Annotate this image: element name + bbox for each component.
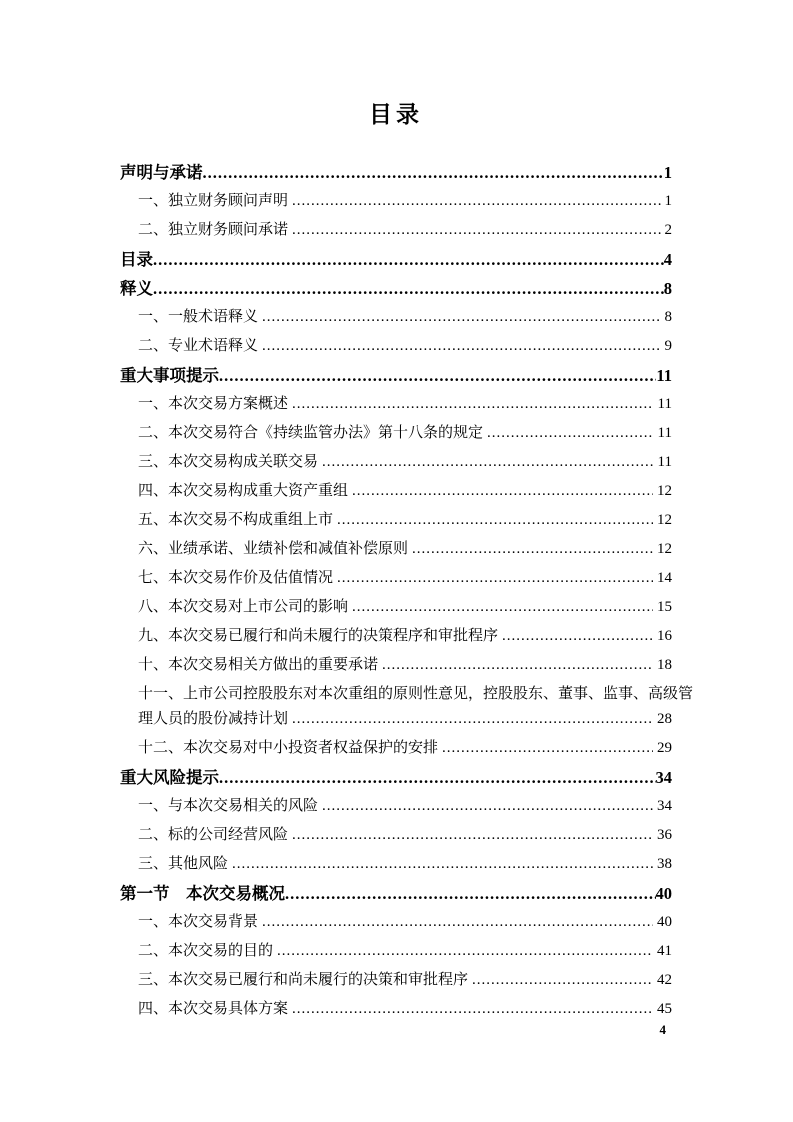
toc-page-number: 8 — [664, 309, 672, 325]
toc-dot-leader — [285, 881, 656, 906]
toc-entry-label: 二、独立财务顾问承诺 — [138, 222, 289, 238]
page-content — [120, 0, 694, 1026]
toc-dot-leader — [292, 189, 660, 214]
toc-entry-line — [120, 881, 672, 906]
toc-entry-level1[interactable] — [120, 247, 672, 272]
toc-entry-line — [120, 823, 672, 848]
toc-page-number: 38 — [657, 856, 672, 872]
toc-page-number: 15 — [657, 599, 672, 615]
toc-entry-label: 声明与承诺 — [120, 163, 203, 182]
toc-entry-level2[interactable] — [120, 653, 672, 678]
toc-entry-level2[interactable] — [120, 189, 672, 214]
toc-entry-line — [120, 392, 672, 417]
toc-dot-leader — [322, 794, 653, 819]
toc-entry-label: 二、专业术语释义 — [138, 338, 259, 354]
toc-entry-line — [120, 595, 672, 620]
toc-page-number: 40 — [657, 914, 672, 930]
toc-entry-level2[interactable] — [120, 624, 672, 649]
toc-entry-level2[interactable] — [120, 537, 672, 562]
toc-entry-label: 七、本次交易作价及估值情况 — [138, 570, 334, 586]
toc-dot-leader — [262, 305, 660, 330]
toc-entry-level2[interactable] — [120, 997, 672, 1022]
toc-page-number: 45 — [657, 1001, 672, 1017]
toc-entry-line — [120, 682, 694, 707]
toc-entry-label: 目录 — [120, 250, 153, 269]
toc-entry-label: 第一节 本次交易概况 — [120, 884, 285, 903]
toc-entry-label: 八、本次交易对上市公司的影响 — [138, 599, 349, 615]
toc-entry-label: 四、本次交易构成重大资产重组 — [138, 483, 349, 499]
toc-dot-leader — [153, 276, 664, 301]
toc-dot-leader — [232, 852, 653, 877]
toc-page-number: 14 — [657, 570, 672, 586]
toc-entry-label: 二、本次交易符合《持续监管办法》第十八条的规定 — [138, 425, 484, 441]
toc-entry-line — [120, 363, 672, 388]
toc-entry-line — [120, 910, 672, 935]
toc-dot-leader — [219, 363, 656, 388]
toc-dot-leader — [502, 624, 653, 649]
page-title: 目录 — [369, 102, 423, 127]
toc-page-number: 11 — [657, 454, 672, 470]
toc-entry-level2[interactable] — [120, 794, 672, 819]
toc-dot-leader — [292, 707, 653, 732]
toc-page-number: 28 — [657, 711, 672, 727]
toc-page-number: 1 — [663, 163, 672, 182]
toc-dot-leader — [153, 247, 664, 272]
toc-entry-label: 一、本次交易背景 — [138, 914, 259, 930]
toc-entry-label: 四、本次交易具体方案 — [138, 1001, 289, 1017]
toc-page-number: 4 — [663, 250, 672, 269]
toc-entry-level2[interactable] — [120, 968, 672, 993]
toc-entry-line — [120, 479, 672, 504]
toc-entry-level2[interactable] — [120, 218, 672, 243]
toc-page-number: 11 — [657, 396, 672, 412]
toc-dot-leader — [412, 537, 653, 562]
toc-entry-level1[interactable] — [120, 363, 672, 388]
page-footer — [120, 1022, 672, 1038]
toc-entry-label: 三、本次交易已履行和尚未履行的决策和审批程序 — [138, 972, 469, 988]
toc-dot-leader — [352, 595, 653, 620]
toc-dot-leader — [292, 997, 653, 1022]
toc-entry-line — [120, 997, 672, 1022]
toc-dot-leader — [262, 334, 660, 359]
toc-dot-leader — [352, 479, 653, 504]
toc-page-number: 42 — [657, 972, 672, 988]
toc-entry-line — [120, 765, 672, 790]
toc-dot-leader — [277, 939, 653, 964]
toc-entry-line — [120, 421, 672, 446]
toc-entry-line — [120, 537, 672, 562]
toc-page-number: 12 — [657, 541, 672, 557]
toc-dot-leader — [337, 566, 653, 591]
toc-entry-line — [120, 334, 672, 359]
toc-entry-label: 二、标的公司经营风险 — [138, 827, 289, 843]
toc-page-number: 36 — [657, 827, 672, 843]
toc-page-number: 40 — [655, 884, 672, 903]
toc-entry-level2[interactable] — [120, 305, 672, 330]
toc-entry-line — [120, 968, 672, 993]
toc-entry-level2[interactable] — [120, 823, 672, 848]
toc-entry-level2[interactable] — [120, 682, 694, 732]
toc-entry-line — [120, 218, 672, 243]
toc-page-number: 41 — [657, 943, 672, 959]
toc-entry-line — [120, 566, 672, 591]
toc-entry-level2[interactable] — [120, 736, 672, 761]
toc-entry-line — [120, 736, 672, 761]
toc-entry-level2[interactable] — [120, 508, 672, 533]
toc-entry-label: 一、本次交易方案概述 — [138, 396, 289, 412]
table-of-contents — [120, 160, 694, 1022]
toc-page-number: 18 — [657, 657, 672, 673]
toc-entry-level2[interactable] — [120, 852, 672, 877]
toc-dot-leader — [382, 653, 653, 678]
toc-page-number: 1 — [664, 193, 672, 209]
toc-entry-level1[interactable] — [120, 765, 672, 790]
toc-entry-label: 释义 — [120, 279, 153, 298]
toc-entry-line — [120, 707, 672, 732]
toc-entry-level2[interactable] — [120, 566, 672, 591]
toc-entry-label: 十、本次交易相关方做出的重要承诺 — [138, 657, 379, 673]
toc-entry-line — [120, 508, 672, 533]
toc-entry-level2[interactable] — [120, 450, 672, 475]
toc-entry-label: 一、与本次交易相关的风险 — [138, 798, 319, 814]
toc-page-number: 2 — [664, 222, 672, 238]
toc-entry-level2[interactable] — [120, 334, 672, 359]
toc-page-number: 29 — [657, 740, 672, 756]
toc-dot-leader — [337, 508, 653, 533]
toc-page-number: 9 — [664, 338, 672, 354]
toc-entry-label: 理人员的股份减持计划 — [138, 711, 289, 727]
toc-entry-label: 十一、上市公司控股股东对本次重组的原则性意见，控股股东、董事、监事、高级管 — [138, 686, 694, 702]
toc-entry-line — [120, 247, 672, 272]
toc-entry-label: 三、其他风险 — [138, 856, 229, 872]
toc-dot-leader — [472, 968, 653, 993]
toc-dot-leader — [292, 823, 653, 848]
toc-entry-line — [120, 189, 672, 214]
toc-dot-leader — [292, 218, 660, 243]
toc-page-number: 34 — [655, 768, 672, 787]
toc-entry-level1[interactable] — [120, 160, 672, 185]
toc-entry-level2[interactable] — [120, 421, 672, 446]
toc-entry-level1[interactable] — [120, 276, 672, 301]
toc-dot-leader — [203, 160, 664, 185]
toc-dot-leader — [262, 910, 653, 935]
toc-entry-line — [120, 939, 672, 964]
toc-entry-line — [120, 276, 672, 301]
toc-entry-label: 二、本次交易的目的 — [138, 943, 274, 959]
toc-entry-line — [120, 794, 672, 819]
toc-dot-leader — [322, 450, 654, 475]
toc-entry-label: 五、本次交易不构成重组上市 — [138, 512, 334, 528]
toc-entry-line — [120, 305, 672, 330]
toc-page-number: 16 — [657, 628, 672, 644]
toc-entry-label: 一、独立财务顾问声明 — [138, 193, 289, 209]
toc-dot-leader — [487, 421, 654, 446]
toc-entry-level2[interactable] — [120, 939, 672, 964]
toc-entry-label: 一、一般术语释义 — [138, 309, 259, 325]
toc-page-number: 12 — [657, 483, 672, 499]
toc-page-number: 8 — [663, 279, 672, 298]
toc-entry-label: 三、本次交易构成关联交易 — [138, 454, 319, 470]
toc-page-number: 11 — [656, 366, 672, 385]
toc-entry-level2[interactable] — [120, 910, 672, 935]
toc-entry-level2[interactable] — [120, 392, 672, 417]
toc-entry-label: 重大事项提示 — [120, 366, 219, 385]
toc-page-number: 11 — [657, 425, 672, 441]
toc-page-number: 34 — [657, 798, 672, 814]
toc-entry-line — [120, 653, 672, 678]
toc-dot-leader — [442, 736, 653, 761]
toc-dot-leader — [292, 392, 654, 417]
toc-entry-level2[interactable] — [120, 595, 672, 620]
toc-entry-line — [120, 852, 672, 877]
toc-entry-label: 九、本次交易已履行和尚未履行的决策程序和审批程序 — [138, 628, 499, 644]
toc-entry-line — [120, 624, 672, 649]
toc-dot-leader — [219, 765, 656, 790]
toc-entry-label: 六、业绩承诺、业绩补偿和减值补偿原则 — [138, 541, 409, 557]
toc-entry-level1[interactable] — [120, 881, 672, 906]
toc-page-number: 12 — [657, 512, 672, 528]
toc-entry-label: 重大风险提示 — [120, 768, 219, 787]
toc-entry-line — [120, 160, 672, 185]
toc-entry-label: 十二、本次交易对中小投资者权益保护的安排 — [138, 740, 439, 756]
toc-entry-level2[interactable] — [120, 479, 672, 504]
footer-page-number: 4 — [659, 1022, 666, 1037]
toc-entry-line — [120, 450, 672, 475]
